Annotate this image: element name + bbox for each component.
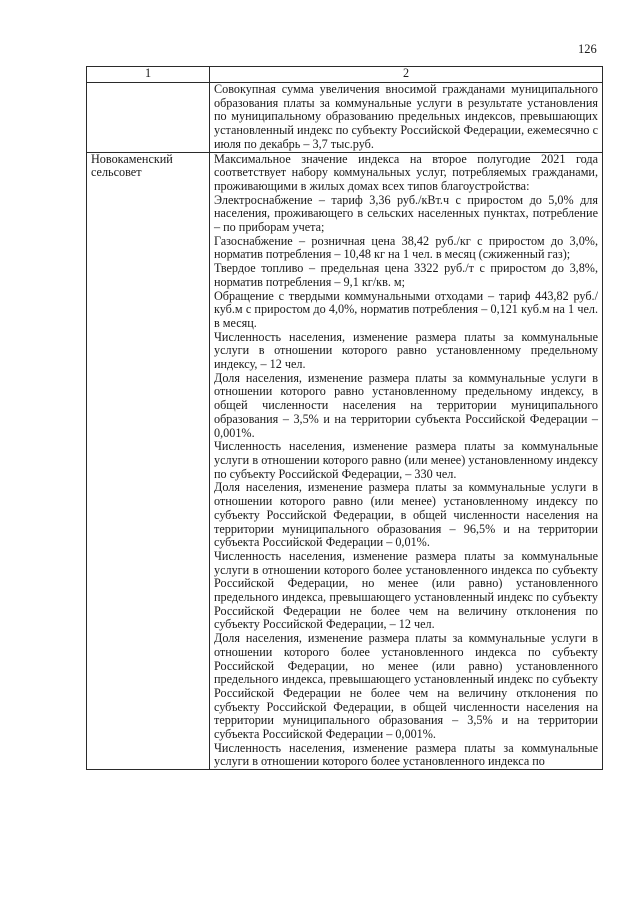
paragraph: Электроснабжение – тариф 3,36 руб./кВт.ч с приростом до 5,0% для населения, проживающего в сельских населенных пунктах, потребление – по приборам учета; — [214, 192, 598, 235]
paragraph: Доля населения, изменение размера платы за коммунальные услуги в отношении которого более установленного индекса по субъекту Российской Федерации, но менее (или равно) установленного предельного индекса, превышающего установленный индекс по субъекту Российской Федерации не более чем на величину отклонения по субъекту Российской Федерации, в общей численности населения на территории муниципального образования – 3,5% и на территории субъекта Российской Федерации – 0,001%. — [214, 631, 598, 742]
municipality-cell — [87, 83, 210, 153]
paragraph: Численность населения, изменение размера платы за коммунальные услуги в отношении которого равно установленному предельному индексу, – 12 чел. — [214, 329, 598, 372]
page-number: 126 — [578, 42, 597, 56]
table-header-row — [87, 67, 603, 83]
paragraph: Численность населения, изменение размера платы за коммунальные услуги в отношении которого более установленного индекса по — [214, 740, 598, 769]
description-cell — [210, 152, 603, 770]
table-row — [87, 83, 603, 153]
table-row — [87, 152, 603, 770]
paragraph: Численность населения, изменение размера платы за коммунальные услуги в отношении которого равно (или менее) установленному индексу по субъекту Российской Федерации, – 330 чел. — [214, 439, 598, 481]
paragraph: Численность населения, изменение размера платы за коммунальные услуги в отношении которого более установленного индекса по субъекту Российской Федерации, но менее (или равно) установленного предельного индекса, превышающего установленный индекс по субъекту Российской Федерации не более чем на величину отклонения по субъекту Российской Федерации, – 12 чел. — [214, 548, 598, 632]
paragraph: Совокупная сумма увеличения вносимой гражданами муниципального образования платы за коммунальные услуги в результате установления по муниципальному образованию предельных индексов, превышающих установленный индекс по субъекту Российской Федерации, ежемесячно с июля по декабрь – 3,7 тыс.руб. — [214, 82, 598, 151]
header-cell-1: 1 — [87, 67, 210, 83]
paragraph: Максимальное значение индекса на второе полугодие 2021 года соответствует набору коммунальных услуг, потребляемых гражданами, проживающими в жилых домах всех типов благоустройства: — [214, 151, 598, 193]
description-cell — [210, 83, 603, 153]
municipality-cell: Новокаменский сельсовет — [87, 152, 210, 770]
paragraph: Доля населения, изменение размера платы за коммунальные услуги в отношении которого равно установленному предельному индексу, в общей численности населения на территории муниципального образования – 3,5% и на территории субъекта Российской Федерации – 0,001%. — [214, 370, 598, 440]
paragraph: Твердое топливо – предельная цена 3322 руб./т с приростом до 3,8%, норматив потребления – 9,1 кг/кв. м; — [214, 261, 598, 289]
content-table — [86, 66, 603, 770]
header-cell-2: 2 — [210, 67, 603, 83]
paragraph: Доля населения, изменение размера платы за коммунальные услуги в отношении которого равно (или менее) установленному индексу по субъекту Российской Федерации, в общей численности населения на территории муниципального образования – 96,5% и на территории субъекта Российской Федерации – 0,01%. — [214, 480, 598, 550]
paragraph: Обращение с твердыми коммунальными отходами – тариф 443,82 руб./куб.м с приростом до 4,0%, норматив потребления – 0,121 куб.м на 1 чел. в месяц. — [214, 288, 598, 330]
paragraph: Газоснабжение – розничная цена 38,42 руб./кг с приростом до 3,0%, норматив потребления – 10,48 кг на 1 чел. в месяц (сжиженный газ); — [214, 233, 598, 262]
